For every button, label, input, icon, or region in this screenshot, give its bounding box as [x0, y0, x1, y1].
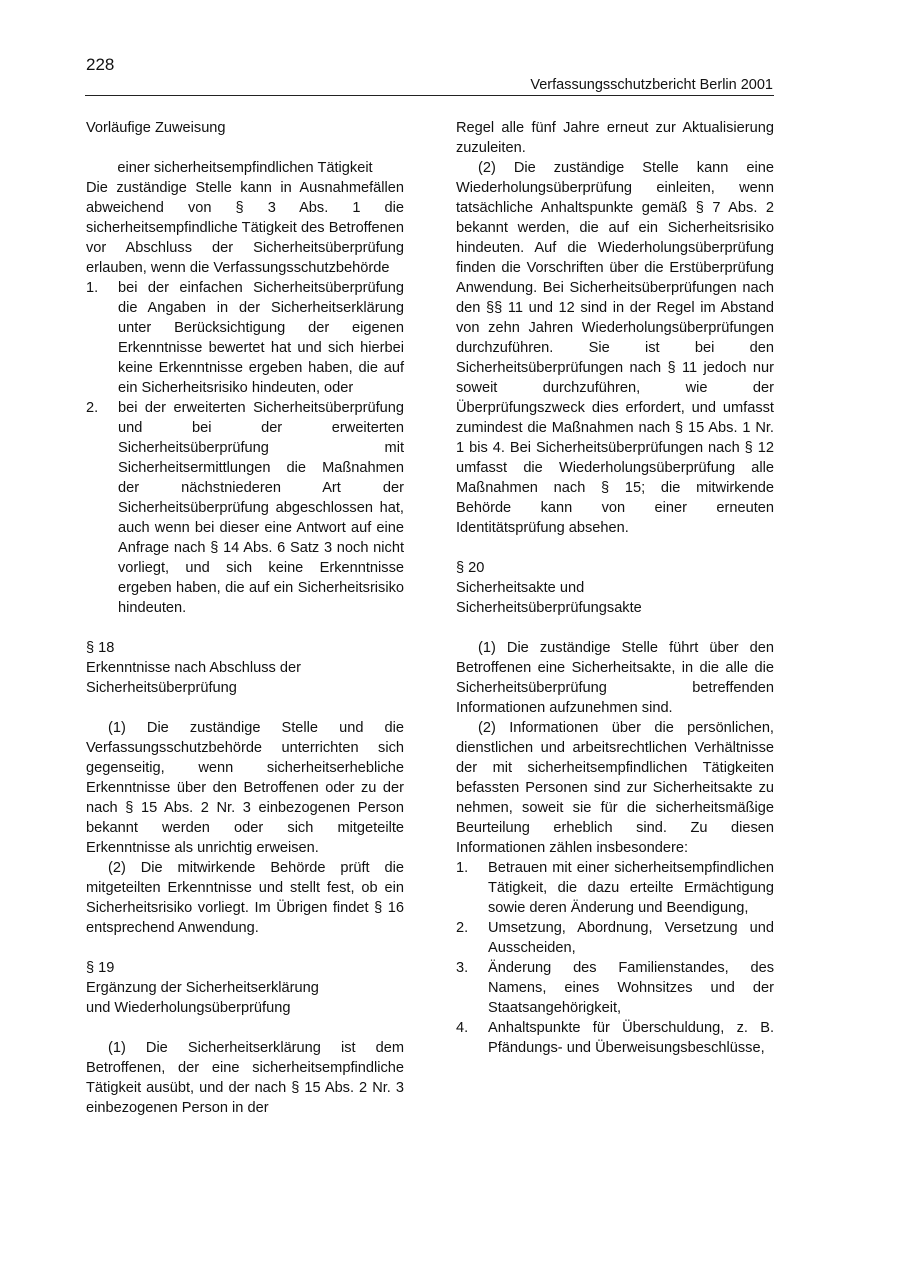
paragraph-19-1-continued: Regel alle fünf Jahre erneut zur Aktualisierung zuzuleiten. — [456, 120, 774, 156]
list-item-number: 2. — [456, 920, 469, 936]
section-title-18-line2: Sicherheitsüberprüfung — [86, 680, 237, 696]
numbered-list-right — [456, 858, 774, 1058]
list-item-text: bei der erweiterten Sicherheitsüberprüfung und bei der erweiterten Sicherheitsüberprüfung mit Sicherheitsermittlungen die Maßnahmen der nächstniederen Art der Sicherheitsüberprüfung abgeschlossen hat, auch wenn bei dieser eine Antwort auf eine Anfrage nach § 14 Abs. 6 Satz 3 noch nicht vorliegt, und sich keine Erkenntnisse ergeben haben, die auf ein Sicherheitsrisiko hindeuten. — [118, 400, 404, 616]
section-title-19-line1: Ergänzung der Sicherheitserklärung — [86, 980, 319, 996]
section-number-18: § 18 — [86, 640, 115, 656]
list-item-text: Umsetzung, Abordnung, Versetzung und Ausscheiden, — [488, 920, 774, 956]
list-item-number: 2. — [86, 400, 99, 416]
header-rule — [85, 95, 774, 96]
right-column — [456, 118, 774, 1058]
paragraph-20-1: (1) Die zuständige Stelle führt über den Betroffenen eine Sicherheitsakte, in die alle die Sicherheitsüberprüfung betreffenden Informationen aufzunehmen sind. — [456, 640, 774, 716]
list-item-number: 1. — [86, 280, 99, 296]
list-item-text: Betrauen mit einer sicherheitsempfindlichen Tätigkeit, die dazu erteilte Ermächtigung sowie deren Änderung und Beendigung, — [488, 860, 774, 916]
section-title-19-line2: und Wiederholungsüberprüfung — [86, 1000, 291, 1016]
section-number-19: § 19 — [86, 960, 115, 976]
list-item — [456, 958, 774, 1018]
list-item-text: Änderung des Familienstandes, des Namens, eines Wohnsitzes und der Staatsangehörigkeit, — [488, 960, 774, 1016]
page-number: 228 — [86, 55, 115, 74]
list-item-number: 3. — [456, 960, 469, 976]
list-item — [86, 278, 404, 398]
section-heading-vorlaeufige-zuweisung: Vorläufige Zuweisung — [86, 120, 226, 136]
section-title-20-line1: Sicherheitsakte und — [456, 580, 585, 596]
section-number-20: § 20 — [456, 560, 485, 576]
list-item-number: 4. — [456, 1020, 469, 1036]
list-item — [456, 1018, 774, 1058]
list-item-text: bei der einfachen Sicherheitsüberprüfung die Angaben in der Sicherheitserklärung unter Berücksichtigung der eigenen Erkenntnisse bewertet hat und sich hierbei keine Erkenntnisse ergeben haben, die auf ein Sicherheitsrisiko hindeuten, oder — [118, 280, 404, 396]
paragraph-18-1: (1) Die zuständige Stelle und die Verfassungsschutzbehörde unterrichten sich gegenseitig, wenn sicherheitserhebliche Erkenntnisse über den Betroffenen oder zu der nach § 15 Abs. 2 Nr. 3 einbezogenen Person bekannt werden oder sich mitgeteilte Erkenntnisse als unrichtig erweisen. — [86, 720, 404, 856]
list-item-number: 1. — [456, 860, 469, 876]
section-title-18-line1: Erkenntnisse nach Abschluss der — [86, 660, 301, 676]
paragraph-20-2: (2) Informationen über die persönlichen, dienstlichen und arbeitsrechtlichen Verhältnisse der mit sicherheitsempfindlichen Tätigkeiten befassten Personen sind zur Sicherheitsakte zu nehmen, soweit sie für die sicherheitsmäßige Beurteilung erheblich sind. Zu diesen Informationen zählen insbesondere: — [456, 720, 774, 856]
numbered-list-left — [86, 278, 404, 618]
left-column — [86, 118, 404, 1118]
section-title-20-line2: Sicherheitsüberprüfungsakte — [456, 600, 642, 616]
paragraph-19-1: (1) Die Sicherheitserklärung ist dem Betroffenen, der eine sicherheitsempfindliche Tätigkeit ausübt, und der nach § 15 Abs. 2 Nr. 3 einbezogenen Person in der — [86, 1040, 404, 1116]
paragraph-intro: Die zuständige Stelle kann in Ausnahmefällen abweichend von § 3 Abs. 1 die sicherheitsempfindliche Tätigkeit des Betroffenen vor Abschluss der Sicherheitsüberprüfung erlauben, wenn die Verfassungsschutzbehörde — [86, 180, 404, 276]
running-title: Verfassungsschutzbericht Berlin 2001 — [530, 77, 773, 93]
paragraph-18-2: (2) Die mitwirkende Behörde prüft die mitgeteilten Erkenntnisse und stellt fest, ob ein Sicherheitsrisiko vorliegt. Im Übrigen findet § 16 entsprechend Anwendung. — [86, 860, 404, 936]
list-item — [86, 398, 404, 618]
section-subheading: einer sicherheitsempfindlichen Tätigkeit — [117, 160, 373, 176]
list-item-text: Anhaltspunkte für Überschuldung, z. B. Pfändungs- und Überweisungsbeschlüsse, — [488, 1020, 774, 1056]
paragraph-19-2: (2) Die zuständige Stelle kann eine Wiederholungsüberprüfung einleiten, wenn tatsächliche Anhaltspunkte gemäß § 7 Abs. 2 bekannt werden, die auf ein Sicherheitsrisiko hindeuten. Auf die Wiederholungsüberprüfung finden die Vorschriften über die Erstüberprüfung Anwendung. Bei Sicherheitsüberprüfungen nach den §§ 11 und 12 sind in der Regel im Abstand von zehn Jahren Wiederholungsüberprüfungen durchzuführen. Sie ist bei den Sicherheitsüberprüfungen nach § 11 jedoch nur soweit durchzuführen, wie der Überprüfungszweck dies erfordert, und umfasst zumindest die Maßnahmen nach § 15 Abs. 1 Nr. 1 bis 4. Bei Sicherheitsüberprüfungen nach § 12 umfasst die Wiederholungsüberprüfung alle Maßnahmen nach § 15; die mitwirkende Behörde kann von einer erneuten Identitätsprüfung absehen. — [456, 160, 774, 536]
list-item — [456, 858, 774, 918]
list-item — [456, 918, 774, 958]
